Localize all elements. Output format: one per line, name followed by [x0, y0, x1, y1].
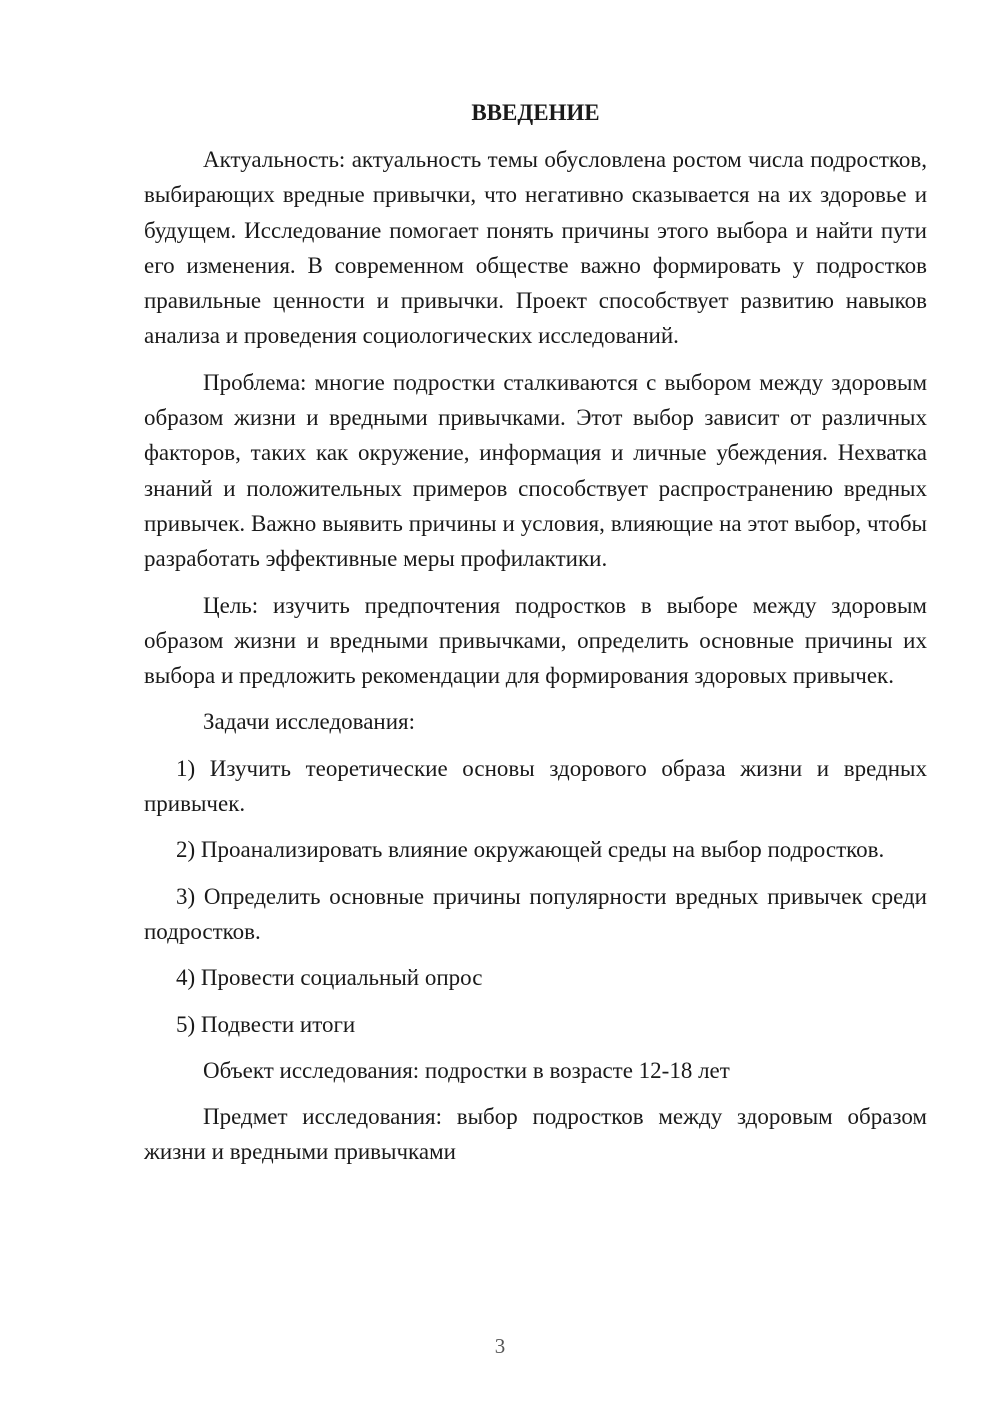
task-item: 5) Подвести итоги: [176, 1011, 356, 1037]
paragraph-object: Объект исследования: подростки в возрасте 12-18 лет: [203, 1057, 730, 1083]
document-page: [144, 95, 927, 1181]
task-item: 2) Проанализировать влияние окружающей среды на выбор подростков.: [176, 837, 885, 863]
paragraph-goal: Цель: изучить предпочтения подростков в выборе между здоровым образом жизни и вредными привычками, определить основные причины их выбора и предложить рекомендации для формирования здоровых привычек.: [144, 592, 927, 689]
tasks-list: [144, 751, 927, 1042]
section-title: ВВЕДЕНИЕ: [471, 100, 600, 125]
task-item: 1) Изучить теоретические основы здорового образа жизни и вредных привычек.: [144, 755, 927, 817]
task-item: 3) Определить основные причины популярности вредных привычек среди подростков.: [144, 883, 927, 944]
task-item: 4) Провести социальный опрос: [176, 965, 483, 991]
paragraph-problem: Проблема: многие подростки сталкиваются с выбором между здоровым образом жизни и вредными привычками. Этот выбор зависит от различных факторов, таких как окружение, информация и личные убеждения. Нехватка знаний и положительных примеров способствует распространению вредных привычек. Важно выявить причины и условия, влияющие на этот выбор, чтобы разработать эффективные меры профилактики.: [144, 369, 927, 572]
paragraph-subject: Предмет исследования: выбор подростков между здоровым образом жизни и вредными привычками: [144, 1104, 927, 1165]
paragraph-relevance: Актуальность: актуальность темы обусловлена ростом числа подростков, выбирающих вредные привычки, что негативно сказывается на их здоровье и будущем. Исследование помогает понять причины этого выбора и найти пути его изменения. В современном обществе важно формировать у подростков правильные ценности и привычки. Проект способствует развитию навыков анализа и проведения социологических исследований.: [144, 147, 927, 349]
tasks-heading: Задачи исследования:: [203, 709, 416, 735]
page-number: 3: [494, 1334, 506, 1358]
